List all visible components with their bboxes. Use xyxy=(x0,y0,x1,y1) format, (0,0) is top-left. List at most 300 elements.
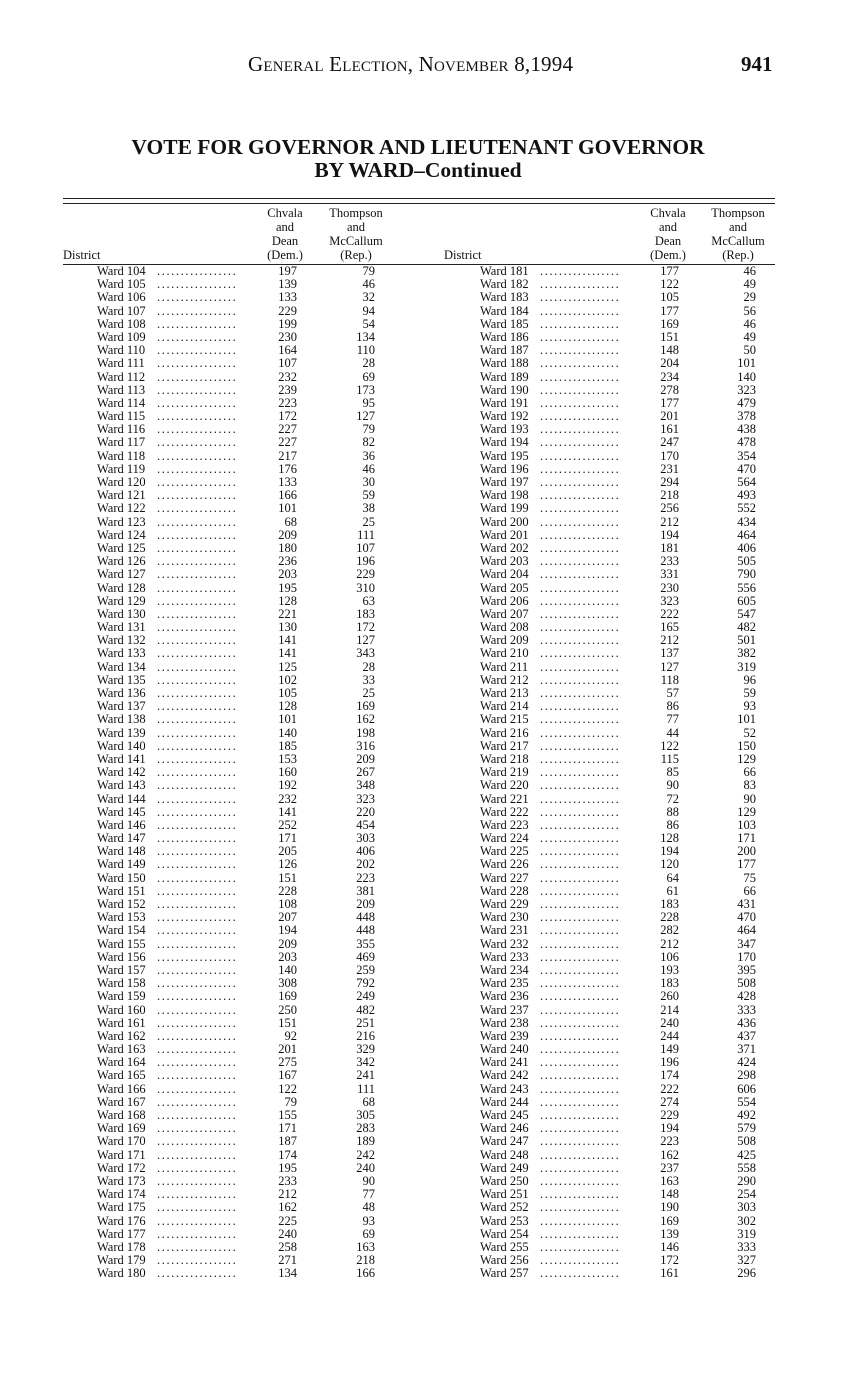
ward-name: Ward 114 xyxy=(97,395,146,410)
dem-votes: 204 xyxy=(660,356,679,371)
dem-votes: 274 xyxy=(660,1094,679,1109)
table-row xyxy=(97,384,387,397)
ward-name: Ward 191 xyxy=(480,395,529,410)
dot-leader: ................. xyxy=(540,555,621,569)
rep-votes: 606 xyxy=(737,1081,756,1096)
table-title xyxy=(0,136,836,182)
ward-name: Ward 117 xyxy=(97,435,146,450)
dem-votes: 207 xyxy=(278,910,297,925)
ward-name: Ward 159 xyxy=(97,989,146,1004)
ward-name: Ward 188 xyxy=(480,356,529,371)
dem-votes: 61 xyxy=(666,883,679,898)
dot-leader: ................. xyxy=(540,344,621,358)
dem-votes: 140 xyxy=(278,725,297,740)
dem-votes: 101 xyxy=(278,501,297,516)
rep-votes: 107 xyxy=(356,540,375,555)
dot-leader: ................. xyxy=(540,1122,621,1136)
dem-votes: 162 xyxy=(278,1200,297,1215)
table-row xyxy=(97,436,387,449)
dem-votes: 183 xyxy=(660,897,679,911)
ward-name: Ward 223 xyxy=(480,817,529,832)
table-row xyxy=(97,806,387,819)
table-row xyxy=(480,872,760,885)
rep-votes: 28 xyxy=(362,659,375,674)
dot-leader: ................. xyxy=(157,502,238,516)
rep-votes: 209 xyxy=(356,751,375,766)
left-ward-list xyxy=(97,265,387,1280)
table-row xyxy=(97,779,387,792)
rep-votes: 95 xyxy=(362,395,375,410)
dot-leader: ................. xyxy=(540,911,621,925)
ward-name: Ward 138 xyxy=(97,712,146,727)
rep-votes: 406 xyxy=(737,540,756,555)
dem-votes: 239 xyxy=(278,382,297,397)
ward-name: Ward 149 xyxy=(97,857,146,872)
dem-votes: 233 xyxy=(278,1173,297,1188)
ward-name: Ward 136 xyxy=(97,686,146,700)
dem-votes: 164 xyxy=(278,343,297,358)
rep-votes: 59 xyxy=(743,686,756,700)
rep-votes: 438 xyxy=(737,422,756,437)
ward-name: Ward 186 xyxy=(480,329,529,344)
ward-name: Ward 234 xyxy=(480,962,529,977)
rep-votes: 431 xyxy=(737,897,756,911)
ward-name: Ward 142 xyxy=(97,765,146,780)
ward-name: Ward 122 xyxy=(97,501,146,516)
dot-leader: ................. xyxy=(540,1254,621,1268)
dot-leader: ................. xyxy=(540,1069,621,1083)
rep-votes: 223 xyxy=(356,870,375,885)
ward-name: Ward 177 xyxy=(97,1226,146,1241)
rep-votes: 501 xyxy=(737,633,756,648)
dot-leader: ................. xyxy=(540,779,621,793)
ward-name: Ward 181 xyxy=(480,264,529,278)
table-row xyxy=(97,990,387,1003)
dem-votes: 151 xyxy=(278,1015,297,1030)
rep-votes: 479 xyxy=(737,395,756,410)
dem-votes: 196 xyxy=(660,1055,679,1070)
ward-name: Ward 147 xyxy=(97,831,146,846)
ward-name: Ward 208 xyxy=(480,620,529,635)
ward-name: Ward 194 xyxy=(480,435,529,450)
dot-leader: ................. xyxy=(157,436,238,450)
dem-votes: 190 xyxy=(660,1200,679,1215)
dot-leader: ................. xyxy=(157,278,238,292)
dot-leader: ................. xyxy=(157,726,238,740)
ward-name: Ward 127 xyxy=(97,567,146,582)
ward-name: Ward 239 xyxy=(480,1028,529,1043)
dem-votes: 126 xyxy=(278,857,297,872)
table-row xyxy=(97,529,387,542)
dem-votes: 225 xyxy=(278,1213,297,1228)
running-head: General Election, November 8,1994 xyxy=(248,52,574,76)
dem-votes: 169 xyxy=(660,316,679,331)
dot-leader: ................. xyxy=(540,1240,621,1254)
dot-leader: ................. xyxy=(540,581,621,595)
rep-votes: 305 xyxy=(356,1108,375,1122)
dot-leader: ................. xyxy=(157,489,238,503)
dot-leader: ................. xyxy=(540,621,621,635)
dem-votes: 227 xyxy=(278,435,297,450)
dem-votes: 194 xyxy=(660,527,679,542)
ward-name: Ward 255 xyxy=(480,1239,529,1254)
rep-votes: 46 xyxy=(362,461,375,476)
ward-name: Ward 162 xyxy=(97,1028,146,1043)
table-row xyxy=(480,357,760,370)
ward-name: Ward 203 xyxy=(480,554,529,569)
top-rule-second xyxy=(63,203,775,204)
dot-leader: ................. xyxy=(157,779,238,793)
dem-votes: 102 xyxy=(278,672,297,687)
dem-votes: 181 xyxy=(660,540,679,555)
ward-name: Ward 123 xyxy=(97,514,146,529)
ward-name: Ward 217 xyxy=(480,738,529,753)
ward-name: Ward 175 xyxy=(97,1200,146,1215)
ward-name: Ward 240 xyxy=(480,1042,529,1057)
rep-votes: 382 xyxy=(737,646,756,661)
ward-name: Ward 156 xyxy=(97,949,146,964)
dem-votes: 180 xyxy=(278,540,297,555)
table-row xyxy=(480,1162,760,1175)
dem-votes: 203 xyxy=(278,949,297,964)
rep-votes: 469 xyxy=(356,949,375,964)
ward-name: Ward 119 xyxy=(97,461,146,476)
ward-name: Ward 249 xyxy=(480,1160,529,1175)
table-row xyxy=(480,529,760,542)
rep-votes: 552 xyxy=(737,501,756,516)
dot-leader: ................. xyxy=(540,1029,621,1043)
rep-votes: 556 xyxy=(737,580,756,595)
ward-name: Ward 104 xyxy=(97,264,146,278)
rep-votes: 240 xyxy=(356,1160,375,1175)
ward-name: Ward 200 xyxy=(480,514,529,529)
ward-name: Ward 132 xyxy=(97,633,146,648)
ward-name: Ward 192 xyxy=(480,409,529,424)
rep-votes: 424 xyxy=(737,1055,756,1070)
dem-votes: 177 xyxy=(660,264,679,278)
dem-votes: 275 xyxy=(278,1055,297,1070)
dem-votes: 44 xyxy=(666,725,679,740)
dem-votes: 222 xyxy=(660,1081,679,1096)
dot-leader: ................. xyxy=(157,1122,238,1136)
rep-votes: 323 xyxy=(356,791,375,806)
dem-votes: 209 xyxy=(278,936,297,951)
dot-leader: ................. xyxy=(540,1227,621,1241)
dem-votes: 127 xyxy=(660,659,679,674)
table-row xyxy=(97,305,387,318)
ward-name: Ward 245 xyxy=(480,1108,529,1122)
rep-votes: 49 xyxy=(743,329,756,344)
dem-votes: 106 xyxy=(660,949,679,964)
ward-name: Ward 180 xyxy=(97,1266,146,1281)
table-row xyxy=(97,793,387,806)
dot-leader: ................. xyxy=(157,423,238,437)
dem-votes: 125 xyxy=(278,659,297,674)
dot-leader: ................. xyxy=(540,1188,621,1202)
rep-votes: 381 xyxy=(356,883,375,898)
dem-votes: 64 xyxy=(666,870,679,885)
ward-name: Ward 130 xyxy=(97,606,146,621)
table-row xyxy=(97,568,387,581)
dot-leader: ................. xyxy=(157,832,238,846)
ward-name: Ward 250 xyxy=(480,1173,529,1188)
ward-name: Ward 169 xyxy=(97,1121,146,1136)
rep-votes: 505 xyxy=(737,554,756,569)
dem-votes: 199 xyxy=(278,316,297,331)
rep-votes: 464 xyxy=(737,923,756,938)
ward-name: Ward 183 xyxy=(480,290,529,305)
rep-votes: 49 xyxy=(743,277,756,292)
dot-leader: ................. xyxy=(540,410,621,424)
title-line-2: BY WARD–Continued xyxy=(314,158,522,182)
ward-name: Ward 128 xyxy=(97,580,146,595)
rep-votes: 101 xyxy=(737,712,756,727)
ward-name: Ward 197 xyxy=(480,475,529,489)
dot-leader: ................. xyxy=(157,805,238,819)
ward-name: Ward 211 xyxy=(480,659,529,674)
dot-leader: ................. xyxy=(157,410,238,424)
dot-leader: ................. xyxy=(157,396,238,410)
table-row xyxy=(480,1135,760,1148)
dot-leader: ................. xyxy=(540,423,621,437)
dot-leader: ................. xyxy=(540,752,621,766)
rep-votes: 90 xyxy=(362,1173,375,1188)
rep-votes: 79 xyxy=(362,264,375,278)
rep-votes: 83 xyxy=(743,778,756,793)
rep-votes: 170 xyxy=(737,949,756,964)
dot-leader: ................. xyxy=(540,528,621,542)
rep-votes: 209 xyxy=(356,897,375,911)
rep-votes: 347 xyxy=(737,936,756,951)
dem-votes: 232 xyxy=(278,791,297,806)
ward-name: Ward 213 xyxy=(480,686,529,700)
rep-votes: 110 xyxy=(356,343,375,358)
table-row xyxy=(97,371,387,384)
dem-votes: 57 xyxy=(666,686,679,700)
dot-leader: ................. xyxy=(157,1240,238,1254)
table-row xyxy=(480,1069,760,1082)
dem-votes: 237 xyxy=(660,1160,679,1175)
dem-votes: 185 xyxy=(278,738,297,753)
dem-votes: 172 xyxy=(660,1253,679,1268)
dot-leader: ................. xyxy=(157,687,238,700)
dot-leader: ................. xyxy=(157,555,238,569)
dot-leader: ................. xyxy=(540,1082,621,1096)
ward-name: Ward 228 xyxy=(480,883,529,898)
dem-votes: 222 xyxy=(660,606,679,621)
dem-votes: 217 xyxy=(278,448,297,463)
title-line-1: VOTE FOR GOVERNOR AND LIEUTENANT GOVERNOR xyxy=(131,135,705,159)
rep-votes: 333 xyxy=(737,1002,756,1017)
dem-votes: 187 xyxy=(278,1134,297,1149)
rep-votes: 200 xyxy=(737,844,756,859)
top-rule xyxy=(63,198,775,199)
dem-votes: 139 xyxy=(660,1226,679,1241)
dot-leader: ................. xyxy=(540,1201,621,1215)
dot-leader: ................. xyxy=(157,528,238,542)
dem-votes: 85 xyxy=(666,765,679,780)
table-row xyxy=(480,1083,760,1096)
ward-name: Ward 115 xyxy=(97,409,146,424)
dot-leader: ................. xyxy=(157,370,238,384)
dot-leader: ................. xyxy=(157,1109,238,1122)
dot-leader: ................. xyxy=(540,898,621,911)
ward-name: Ward 110 xyxy=(97,343,146,358)
dem-votes: 128 xyxy=(660,831,679,846)
table-row xyxy=(480,1267,760,1280)
dem-votes: 72 xyxy=(666,791,679,806)
dot-leader: ................. xyxy=(540,1095,621,1109)
dem-votes: 92 xyxy=(284,1028,297,1043)
rep-votes: 329 xyxy=(356,1042,375,1057)
ward-name: Ward 144 xyxy=(97,791,146,806)
dem-votes: 183 xyxy=(660,976,679,991)
dot-leader: ................. xyxy=(540,673,621,687)
table-row xyxy=(97,924,387,937)
rep-votes: 448 xyxy=(356,910,375,925)
rep-votes: 46 xyxy=(362,277,375,292)
dot-leader: ................. xyxy=(157,739,238,753)
dot-leader: ................. xyxy=(540,1043,621,1057)
ward-name: Ward 176 xyxy=(97,1213,146,1228)
ward-name: Ward 246 xyxy=(480,1121,529,1136)
dem-votes: 151 xyxy=(660,329,679,344)
dot-leader: ................. xyxy=(157,700,238,714)
rep-votes: 129 xyxy=(737,751,756,766)
table-row xyxy=(480,450,760,463)
rep-votes: 25 xyxy=(362,686,375,700)
dot-leader: ................. xyxy=(540,1148,621,1162)
rep-votes: 68 xyxy=(362,1094,375,1109)
ward-name: Ward 167 xyxy=(97,1094,146,1109)
ward-name: Ward 224 xyxy=(480,831,529,846)
rep-votes: 448 xyxy=(356,923,375,938)
dem-votes: 250 xyxy=(278,1002,297,1017)
dot-leader: ................. xyxy=(157,383,238,397)
dot-leader: ................. xyxy=(157,541,238,555)
rep-votes: 508 xyxy=(737,976,756,991)
dem-votes: 194 xyxy=(660,1121,679,1136)
dem-votes: 101 xyxy=(278,712,297,727)
ward-name: Ward 222 xyxy=(480,804,529,819)
dem-votes: 90 xyxy=(666,778,679,793)
dem-votes: 166 xyxy=(278,488,297,503)
dot-leader: ................. xyxy=(540,845,621,859)
dem-votes: 167 xyxy=(278,1068,297,1083)
dot-leader: ................. xyxy=(540,515,621,529)
dot-leader: ................. xyxy=(540,871,621,885)
rep-votes: 50 xyxy=(743,343,756,358)
rep-votes: 454 xyxy=(356,817,375,832)
rep-votes: 150 xyxy=(737,738,756,753)
rep-votes: 436 xyxy=(737,1015,756,1030)
dem-votes: 141 xyxy=(278,646,297,661)
dem-votes: 169 xyxy=(660,1213,679,1228)
dot-leader: ................. xyxy=(540,304,621,318)
dot-leader: ................. xyxy=(157,449,238,463)
dot-leader: ................. xyxy=(540,436,621,450)
page-number: 941 xyxy=(741,52,773,76)
dot-leader: ................. xyxy=(540,1161,621,1175)
rep-votes: 111 xyxy=(357,527,375,542)
table-row xyxy=(97,661,387,674)
table-row xyxy=(97,647,387,660)
ward-name: Ward 105 xyxy=(97,277,146,292)
dem-votes: 139 xyxy=(278,277,297,292)
dot-leader: ................. xyxy=(157,344,238,358)
dem-votes: 86 xyxy=(666,699,679,714)
ward-name: Ward 199 xyxy=(480,501,529,516)
ward-name: Ward 131 xyxy=(97,620,146,635)
dot-leader: ................. xyxy=(157,462,238,476)
dem-votes: 140 xyxy=(278,962,297,977)
ward-name: Ward 232 xyxy=(480,936,529,951)
table-row xyxy=(480,582,760,595)
dem-votes: 68 xyxy=(284,514,297,529)
ward-name: Ward 150 xyxy=(97,870,146,885)
table-row xyxy=(97,858,387,871)
dot-leader: ................. xyxy=(157,1016,238,1030)
ward-name: Ward 152 xyxy=(97,897,146,911)
dot-leader: ................. xyxy=(540,462,621,476)
rep-votes: 310 xyxy=(356,580,375,595)
table-row xyxy=(97,713,387,726)
dot-leader: ................. xyxy=(540,977,621,991)
dem-votes: 214 xyxy=(660,1002,679,1017)
rep-votes: 25 xyxy=(362,514,375,529)
left-dem-header: Chvala and Dean (Dem.) xyxy=(267,206,303,262)
dot-leader: ................. xyxy=(540,383,621,397)
dot-leader: ................. xyxy=(157,752,238,766)
dot-leader: ................. xyxy=(157,963,238,977)
dem-votes: 192 xyxy=(278,778,297,793)
rep-votes: 103 xyxy=(737,817,756,832)
dot-leader: ................. xyxy=(157,1043,238,1057)
ward-name: Ward 155 xyxy=(97,936,146,951)
ward-name: Ward 233 xyxy=(480,949,529,964)
table-row xyxy=(97,1017,387,1030)
table-row xyxy=(97,1069,387,1082)
dem-votes: 221 xyxy=(278,606,297,621)
rep-votes: 348 xyxy=(356,778,375,793)
dot-leader: ................. xyxy=(540,1214,621,1228)
dot-leader: ................. xyxy=(540,766,621,780)
rep-votes: 508 xyxy=(737,1134,756,1149)
rep-votes: 493 xyxy=(737,488,756,503)
rep-votes: 323 xyxy=(737,382,756,397)
ward-name: Ward 198 xyxy=(480,488,529,503)
rep-votes: 134 xyxy=(356,329,375,344)
dot-leader: ................. xyxy=(157,621,238,635)
rep-votes: 216 xyxy=(356,1028,375,1043)
dot-leader: ................. xyxy=(540,700,621,714)
dot-leader: ................. xyxy=(157,990,238,1004)
ward-name: Ward 247 xyxy=(480,1134,529,1149)
dem-votes: 229 xyxy=(660,1108,679,1122)
table-row xyxy=(480,858,760,871)
dot-leader: ................. xyxy=(157,515,238,529)
table-row xyxy=(97,1228,387,1241)
dem-votes: 205 xyxy=(278,844,297,859)
dot-leader: ................. xyxy=(157,911,238,925)
dot-leader: ................. xyxy=(157,594,238,608)
ward-name: Ward 212 xyxy=(480,672,529,687)
ward-name: Ward 252 xyxy=(480,1200,529,1215)
rep-votes: 470 xyxy=(737,461,756,476)
rep-votes: 79 xyxy=(362,422,375,437)
rep-votes: 605 xyxy=(737,593,756,608)
rep-votes: 492 xyxy=(737,1108,756,1122)
